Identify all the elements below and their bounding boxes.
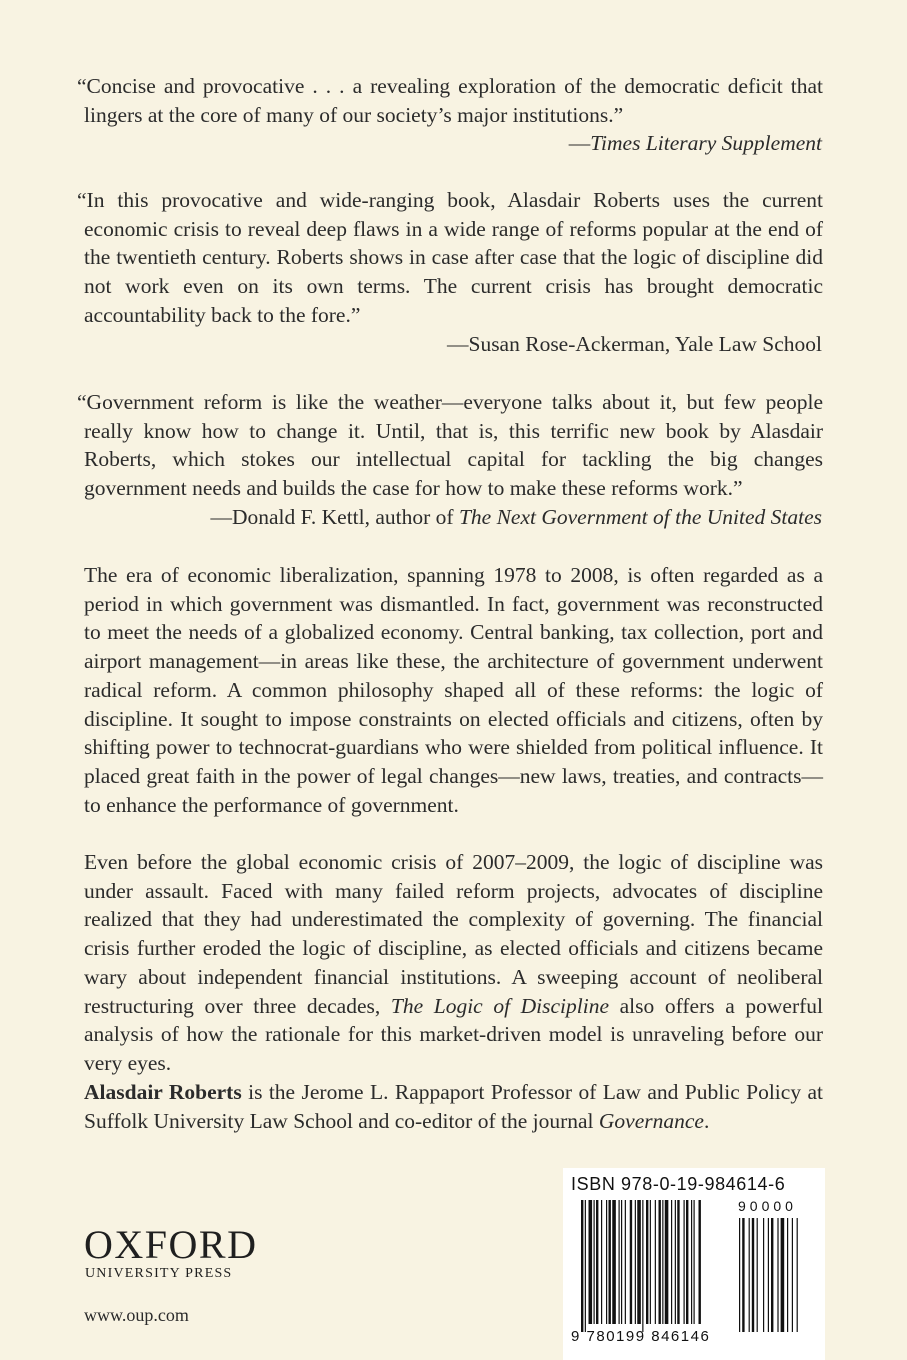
barcode-bar [619, 1200, 620, 1324]
barcode-addon-bar [792, 1218, 793, 1332]
barcode-bar [612, 1200, 616, 1324]
description-paragraph-2-start: Even before the global economic crisis of 2007–2009, the logic of discipline was under assault. Faced with many failed reform projects, advocates of discipline realized that they had underestimated the complexity of governing. The financial crisis further eroded the logic of discipline, as elected officials and citizens became wary about independent financial institutions. A sweeping account of neoliberal restructuring over three decades, [84, 850, 823, 1018]
isbn-barcode [563, 1168, 825, 1360]
barcode-bar [596, 1200, 598, 1324]
quote-1-source: Times Literary Supplement [590, 131, 822, 155]
barcode-addon-bar [763, 1218, 764, 1332]
author-bio [84, 1078, 823, 1135]
barcode-bar [665, 1200, 669, 1324]
author-name: Alasdair Roberts [84, 1080, 242, 1104]
barcode-bar [671, 1200, 672, 1324]
barcode-bar [581, 1200, 583, 1332]
oxford-logo: OXFORD [84, 1222, 258, 1267]
barcode-bar [699, 1200, 701, 1324]
barcode-bar [621, 1200, 622, 1324]
barcode-addon-bar [787, 1218, 788, 1332]
barcode-digits: 9 780199 846146 [571, 1328, 711, 1345]
barcode-addon-digits: 90000 [738, 1198, 797, 1214]
barcode-bar [675, 1200, 676, 1324]
quote-1-text: “Concise and provocative . . . a revealing exploration of the democratic deficit that lingers at the core of many of our society’s major institutions.” [77, 74, 823, 127]
barcode-bar [609, 1200, 611, 1324]
barcode-bar [585, 1200, 586, 1332]
description-paragraph-1: The era of economic liberalization, spanning 1978 to 2008, is often regarded as a period in which government was dismantled. In fact, government was reconstructed to meet the needs of a globalized economy. Central banking, tax collection, port and airport management—in areas like these, the architecture of government underwent radical reform. A common philosophy shaped all of these reforms: the logic of discipline. It sought to impose constraints on elected officials and citizens, often by shifting power to technocrat-guardians who were shielded from political influence. It placed great faith in the power of legal changes—new laws, treaties, and contracts—to enhance the performance of government. [84, 563, 823, 817]
barcode-bar [686, 1200, 688, 1324]
author-bio-text: is the Jerome L. Rappaport Professor of Law and Public Policy at Suffolk University Law School and co-editor of the journal [84, 1080, 823, 1133]
barcode-addon-bar [752, 1218, 754, 1332]
barcode-bar [694, 1200, 695, 1324]
barcode-addon-bar [757, 1218, 758, 1332]
quote-2-text: “In this provocative and wide-ranging book, Alasdair Roberts uses the current economic crisis to reveal deep flaws in a wide range of reforms popular at the end of the twentieth century. Roberts shows in case after case that the logic of discipline did not work even on its own terms. The current crisis has brought democratic accountability back to the fore.” [77, 188, 823, 327]
university-press-label: UNIVERSITY PRESS [85, 1266, 233, 1281]
barcode-bar [637, 1200, 641, 1324]
author-bio-end: . [703, 1108, 710, 1133]
barcode-bar [594, 1200, 595, 1324]
barcode-addon-bar [771, 1218, 773, 1332]
barcode-bar [635, 1200, 636, 1324]
quote-3-text: “Government reform is like the weather—everyone talks about it, but few people really know how to change it. Until, that is, this terrific new book by Alasdair Roberts, which stokes our intellectual capital for tackling the big changes government needs and builds the case for how to make these reforms work.” [77, 390, 823, 501]
quote-3-attribution [210, 503, 822, 532]
quote-2-attribution: —Susan Rose-Ackerman, Yale Law School [446, 332, 822, 356]
barcode-bar [630, 1200, 632, 1324]
barcode-bar [662, 1200, 663, 1324]
barcode-addon-bar [739, 1218, 740, 1332]
barcode-bar [655, 1200, 656, 1324]
barcode-bar [659, 1200, 661, 1324]
barcode-bar [677, 1200, 679, 1324]
barcode-bar [642, 1200, 643, 1332]
barcode-bar [606, 1200, 607, 1324]
description-paragraph-2-end: also offers a powerful analysis of how the rationale for this market-driven model is unraveling before our very eyes. [84, 993, 824, 1075]
barcode-addon-bar [781, 1218, 785, 1332]
journal-name: Governance [598, 1108, 704, 1133]
barcode-addon-bar [742, 1218, 744, 1332]
isbn-number: ISBN 978-0-19-984614-6 [571, 1174, 786, 1194]
publisher-url[interactable]: www.oup.com [84, 1305, 189, 1325]
barcode-addon-bar [768, 1218, 769, 1332]
description-paragraph-2 [84, 848, 823, 1078]
barcode-addon-bar [749, 1218, 750, 1332]
barcode-bar [650, 1200, 651, 1324]
barcode-addon-bar [777, 1218, 778, 1332]
barcode-bar [646, 1200, 648, 1324]
quote-1-attribution [569, 129, 822, 158]
quote-1-dash: — [568, 131, 591, 155]
barcode-bar [684, 1200, 685, 1324]
barcode-bar [589, 1200, 593, 1324]
book-title-inline: The Logic of Discipline [390, 993, 610, 1018]
barcode-bar [601, 1200, 602, 1324]
quote-3-author: —Donald F. Kettl, author of [210, 505, 459, 529]
quote-3-book-title: The Next Government of the United States [458, 505, 822, 529]
barcode-addon-bar [797, 1218, 798, 1332]
barcode-bar [691, 1200, 692, 1324]
barcode-bar [625, 1200, 626, 1324]
